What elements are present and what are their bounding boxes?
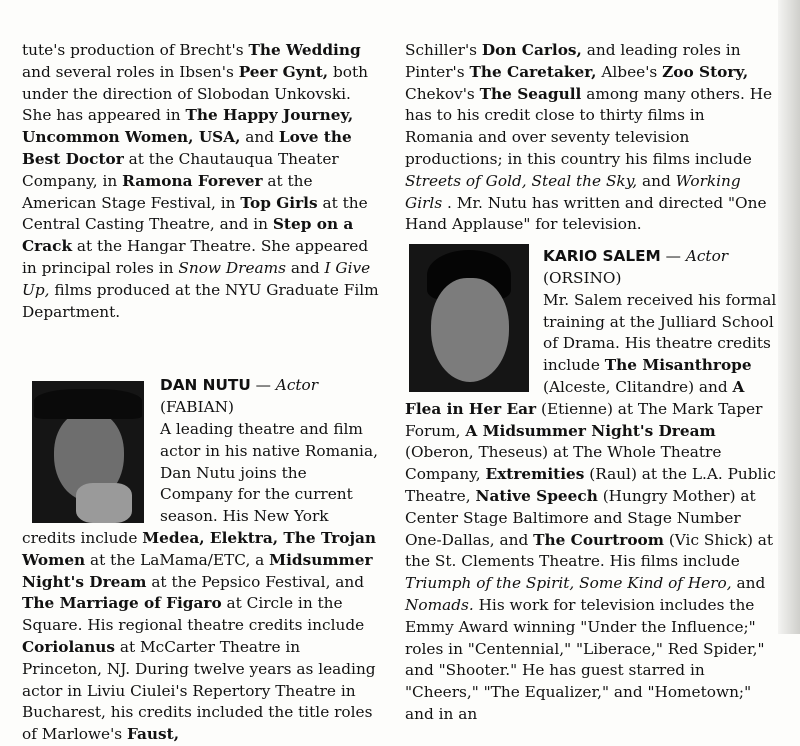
text-run: (Hungry Mother) at Center Stage Baltimore and Stage Number One-Dallas, and	[405, 486, 756, 549]
dan-nutu-name: DAN NUTU	[160, 376, 251, 395]
dan-nutu-role: Actor	[275, 376, 319, 395]
italic-title: I Give Up,	[22, 258, 371, 299]
text-run: at the Central Casting Theatre, and in	[22, 193, 368, 234]
text-run: Schiller's	[405, 41, 482, 59]
text-run: Mr. Salem received his formal training at the Julliard School of Drama. His theatre credits include	[543, 290, 777, 375]
text-run: films produced at the NYU Graduate Film Department.	[22, 280, 379, 321]
text-run: and leading roles in Pinter's	[405, 41, 741, 81]
text-run: (Oberon, Theseus) at The Whole Theatre Company,	[405, 443, 722, 484]
intro-paragraph	[22, 40, 380, 323]
bold-title: A Midsummer Night's Dream	[465, 421, 716, 440]
bold-title: The Courtroom	[533, 530, 664, 549]
dan-nutu-photo	[32, 381, 144, 523]
bold-title: The Marriage of Figaro	[22, 594, 222, 613]
kario-salem-character: (ORSINO)	[543, 268, 622, 287]
bold-title: Medea, Elektra, The Trojan Women	[22, 528, 377, 569]
bold-title: Don Carlos,	[481, 41, 582, 59]
kario-salem-photo	[409, 244, 529, 392]
bold-title: Midsummer Night's Dream	[22, 550, 373, 591]
text-run: Albee's	[596, 62, 663, 81]
text-run: and	[731, 574, 766, 593]
italic-title: Triumph of the Spirit, Some Kind of Hero,	[405, 574, 732, 593]
bold-title: Extremities	[485, 465, 585, 484]
bold-title: Step on a Crack	[22, 215, 354, 256]
bold-title: Peer Gynt,	[238, 62, 329, 81]
right-column	[405, 40, 777, 726]
text-run: among many others. He has to his credit close to thirty films in Romania and over seventy television productions; in this country his films include	[405, 84, 773, 168]
text-run: both under the direction of Slobodan Unkovski. She has appeared in	[22, 62, 368, 125]
bold-title: The Misanthrope	[604, 356, 752, 375]
italic-title: Nomads.	[405, 595, 474, 614]
left-column	[22, 40, 380, 746]
text-run: at the Pepsico Festival, and	[146, 572, 365, 591]
text-run: Chekov's	[405, 84, 480, 103]
text-run: at the American Stage Festival, in	[22, 171, 313, 212]
dan-nutu-heading: DAN NUTU — Actor	[160, 376, 319, 395]
text-run: (Raul) at the L.A. Public Theatre,	[405, 465, 776, 505]
text-run: and	[240, 128, 279, 147]
italic-title: Snow Dreams	[178, 258, 286, 277]
kario-salem-name: KARIO SALEM	[543, 247, 661, 266]
text-run: (Alceste, Clitandre) and	[543, 377, 733, 396]
text-run: and several roles in Ibsen's	[22, 62, 239, 81]
text-run: tute's production of Brecht's	[22, 41, 249, 59]
text-run: and	[637, 171, 676, 190]
bold-title: Love the Best Doctor	[22, 128, 352, 168]
bold-title: The Seagull	[479, 84, 582, 103]
bold-title: The Happy Journey, Uncommon Women, USA,	[22, 106, 354, 147]
italic-title: Working Girls	[405, 171, 741, 212]
page-edge	[778, 0, 800, 634]
text-run: at the LaMama/ETC, a	[85, 550, 270, 569]
bold-title: Faust,	[127, 725, 180, 744]
kario-salem-heading: KARIO SALEM — Actor	[543, 247, 729, 266]
bold-title: Native Speech	[475, 486, 598, 505]
bold-title: Coriolanus	[22, 637, 116, 656]
text-run: A leading theatre and film actor in his native Romania, Dan Nutu joins the Company for the current season. His New York credits include	[22, 419, 378, 547]
bold-title: The Caretaker,	[469, 62, 597, 81]
text-run: and	[285, 258, 325, 277]
text-run: at the Chautauqua Theater Company, in	[22, 149, 339, 190]
bold-title: A Flea in Her Ear	[405, 377, 745, 418]
text-run: at Circle in the Square. His regional theatre credits include	[22, 594, 365, 635]
kario-salem-role: Actor	[685, 247, 729, 266]
text-run: His work for television includes the Emmy Award winning "Under the Influence;" roles in "Centennial," "Liberace," Red Spider," and "Shooter." He has guest starred in "Cheers," "The Equalizer," and "Hometown;" and in an	[405, 595, 765, 723]
text-run: (Vic Shick) at the St. Clements Theatre. His films include	[405, 530, 774, 571]
text-run: at the Hangar Theatre. She appeared in principal roles in	[22, 237, 369, 277]
text-run: at McCarter Theatre in Princeton, NJ. During twelve years as leading actor in Liviu Ciulei's Repertory Theatre in Bucharest, his credits included the title roles of Marlowe's	[22, 637, 376, 744]
bold-title: Ramona Forever	[122, 171, 263, 190]
dan-nutu-character: (FABIAN)	[160, 398, 234, 417]
bold-title: The Wedding	[248, 41, 361, 59]
bold-title: Zoo Story,	[662, 62, 749, 81]
italic-title: Streets of Gold, Steal the Sky,	[405, 171, 638, 190]
text-run: (Etienne) at The Mark Taper Forum,	[405, 399, 763, 440]
dan-nutu-bio-continued	[405, 40, 777, 236]
bold-title: Top Girls	[240, 193, 318, 212]
text-run: . Mr. Nutu has written and directed "One Hand Applause" for television.	[405, 193, 767, 234]
